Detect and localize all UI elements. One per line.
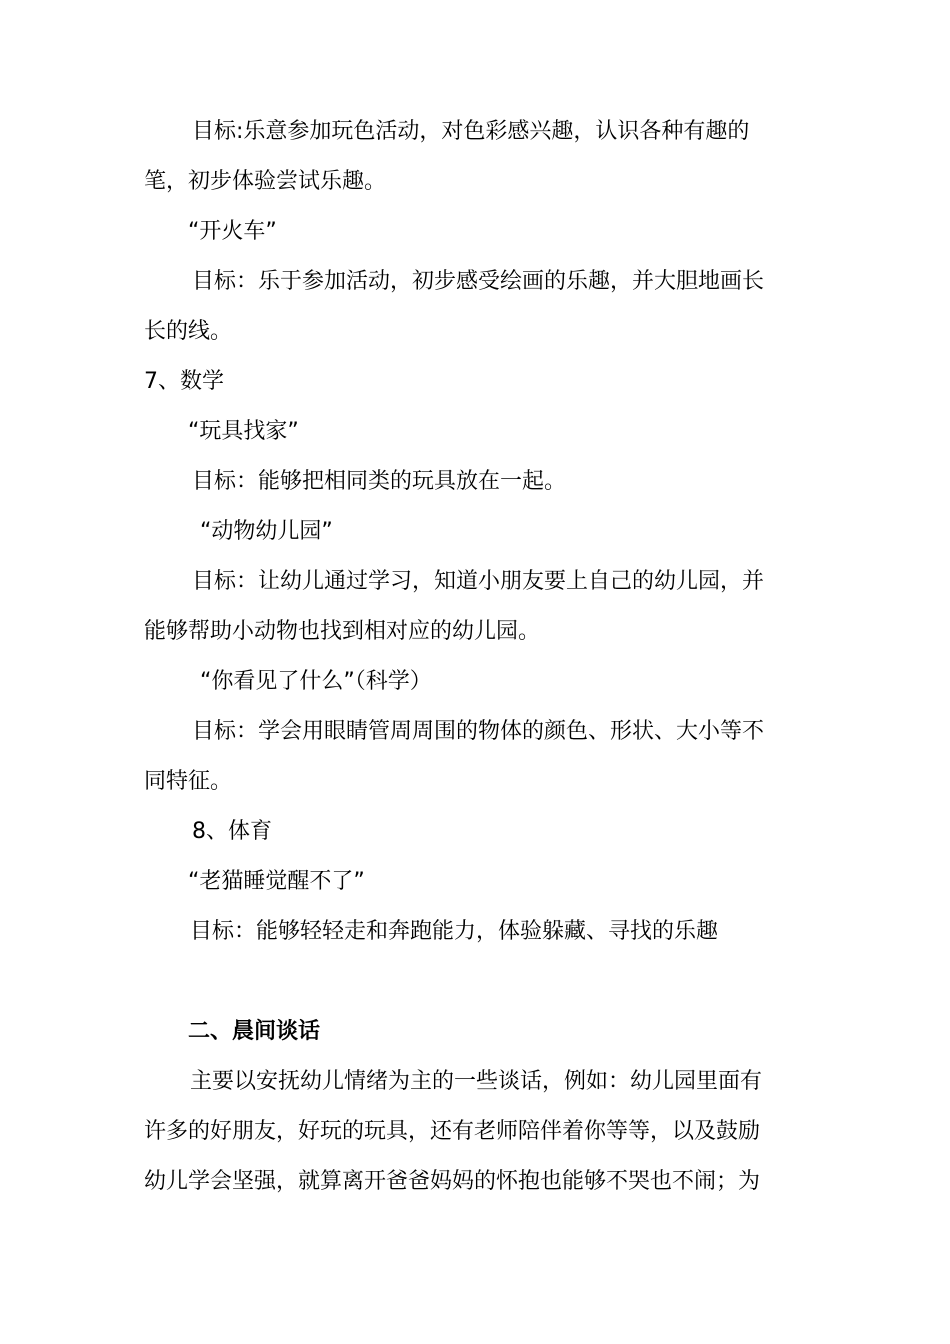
activity-title-see: “你看见了什么”（科学） <box>200 669 432 694</box>
goal-line-train: 目标：乐于参加活动，初步感受绘画的乐趣，并大胆地画长 <box>192 269 765 294</box>
goal-line-see: 目标：学会用眼睛管周周围的物体的颜色、形状、大小等不 <box>192 719 765 744</box>
paragraph-line-1: 主要以安抚幼儿情绪为主的一些谈话，例如：幼儿园里面有 <box>190 1069 763 1094</box>
goal-line-zoo-cont: 能够帮助小动物也找到相对应的幼儿园。 <box>144 619 541 644</box>
section-heading-pe: 8、体育 <box>192 819 272 844</box>
goal-line-color-play: 目标:乐意参加玩色活动，对色彩感兴趣，认识各种有趣的 <box>192 119 750 144</box>
section-heading-morning-talk: 二、晨间谈话 <box>188 1019 321 1044</box>
goal-line-zoo: 目标：让幼儿通过学习，知道小朋友要上自己的幼儿园，并 <box>192 569 765 594</box>
section-heading-math: 7、数学 <box>144 369 224 394</box>
goal-line-color-play-cont: 笔，初步体验尝试乐趣。 <box>144 169 387 194</box>
paragraph-line-2: 许多的好朋友，好玩的玩具，还有老师陪伴着你等等，以及鼓励 <box>144 1119 761 1144</box>
activity-title-cat: “老猫睡觉醒不了” <box>188 869 365 894</box>
goal-line-see-cont: 同特征。 <box>144 769 233 794</box>
activity-title-zoo: “动物幼儿园” <box>200 519 333 544</box>
activity-title-train: “开火车” <box>188 219 277 244</box>
goal-line-toys: 目标：能够把相同类的玩具放在一起。 <box>192 469 567 494</box>
goal-line-cat: 目标：能够轻轻走和奔跑能力，体验躲藏、寻找的乐趣 <box>190 919 719 944</box>
paragraph-line-3: 幼儿学会坚强，就算离开爸爸妈妈的怀抱也能够不哭也不闹；为 <box>144 1169 761 1194</box>
activity-title-toys: “玩具找家” <box>188 419 299 444</box>
goal-line-train-cont: 长的线。 <box>144 319 233 344</box>
